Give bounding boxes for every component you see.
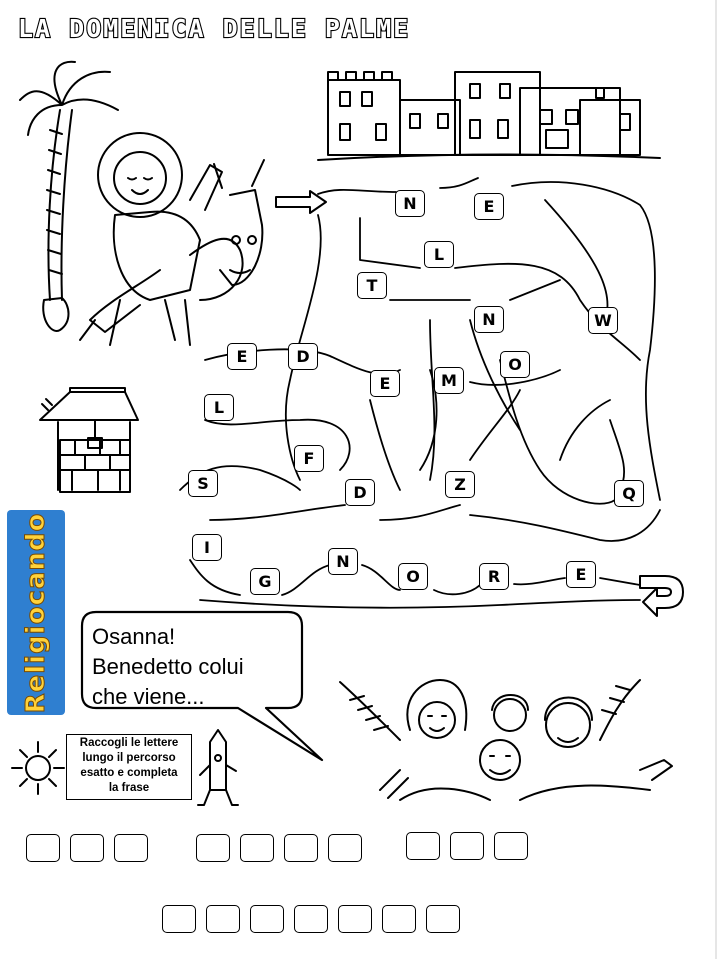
maze-letter-n1: N (395, 190, 425, 217)
answer-box-row2-word1-3[interactable] (250, 905, 284, 933)
maze-letter-n3: N (328, 548, 358, 575)
maze-letter-r1: R (479, 563, 509, 590)
city-skyline-illustration (318, 72, 660, 160)
answer-box-row1-word1-1[interactable] (26, 834, 60, 862)
crowd-with-palms-illustration (340, 680, 672, 800)
pencil-character-icon (198, 730, 238, 805)
answer-box-row1-word2-4[interactable] (328, 834, 362, 862)
answer-box-row2-word1-5[interactable] (338, 905, 372, 933)
maze-letter-w1: W (588, 307, 618, 334)
answer-box-row1-word3-3[interactable] (494, 832, 528, 860)
maze-letter-d2: D (345, 479, 375, 506)
answer-box-row2-word1-7[interactable] (426, 905, 460, 933)
answer-box-row2-word1-4[interactable] (294, 905, 328, 933)
maze-letter-e3: E (370, 370, 400, 397)
instructions-line-2: lungo il percorso (82, 752, 176, 764)
maze-letter-e4: E (566, 561, 596, 588)
sun-icon (12, 742, 64, 794)
answer-box-row1-word3-1[interactable] (406, 832, 440, 860)
maze-paths (180, 178, 660, 608)
maze-letter-g1: G (250, 568, 280, 595)
maze-letter-q1: Q (614, 480, 644, 507)
maze-letter-d1: D (288, 343, 318, 370)
maze-letter-l1: L (424, 241, 454, 268)
answer-box-row2-word1-6[interactable] (382, 905, 416, 933)
maze-letter-s1: S (188, 470, 218, 497)
answer-box-row2-word1-2[interactable] (206, 905, 240, 933)
well-illustration (40, 388, 138, 492)
instructions-box (66, 734, 192, 800)
instructions-line-4: la frase (108, 782, 150, 794)
jesus-on-donkey-illustration (80, 133, 264, 345)
maze-letter-e2: E (227, 343, 257, 370)
instructions-line-1: Raccogli le lettere (79, 737, 179, 749)
maze-letter-m1: M (434, 367, 464, 394)
maze-letter-f1: F (294, 445, 324, 472)
instructions-line-3: esatto e completa (80, 767, 178, 779)
page-title: LA DOMENICA DELLE PALME (18, 14, 411, 43)
maze-letter-i1: I (192, 534, 222, 561)
brand-text: Religiocando (21, 512, 51, 713)
speech-line-3: che viene... (92, 684, 205, 709)
answer-box-row1-word1-3[interactable] (114, 834, 148, 862)
answer-box-row1-word3-2[interactable] (450, 832, 484, 860)
speech-line-1: Osanna! (92, 624, 176, 649)
religiocando-logo (7, 510, 65, 715)
answer-box-row1-word1-2[interactable] (70, 834, 104, 862)
maze-letter-n2: N (474, 306, 504, 333)
answer-box-row1-word2-3[interactable] (284, 834, 318, 862)
maze-letter-o2: O (398, 563, 428, 590)
maze-letter-l2: L (204, 394, 234, 421)
speech-line-2: Benedetto colui (92, 654, 244, 679)
answer-box-row1-word2-2[interactable] (240, 834, 274, 862)
maze-letter-e1: E (474, 193, 504, 220)
maze-letter-z1: Z (445, 471, 475, 498)
end-arrow-icon (640, 576, 683, 616)
answer-box-row2-word1-1[interactable] (162, 905, 196, 933)
answer-box-row1-word2-1[interactable] (196, 834, 230, 862)
maze-letter-o1: O (500, 351, 530, 378)
maze-letter-t1: T (357, 272, 387, 299)
speech-bubble-text (92, 622, 292, 712)
